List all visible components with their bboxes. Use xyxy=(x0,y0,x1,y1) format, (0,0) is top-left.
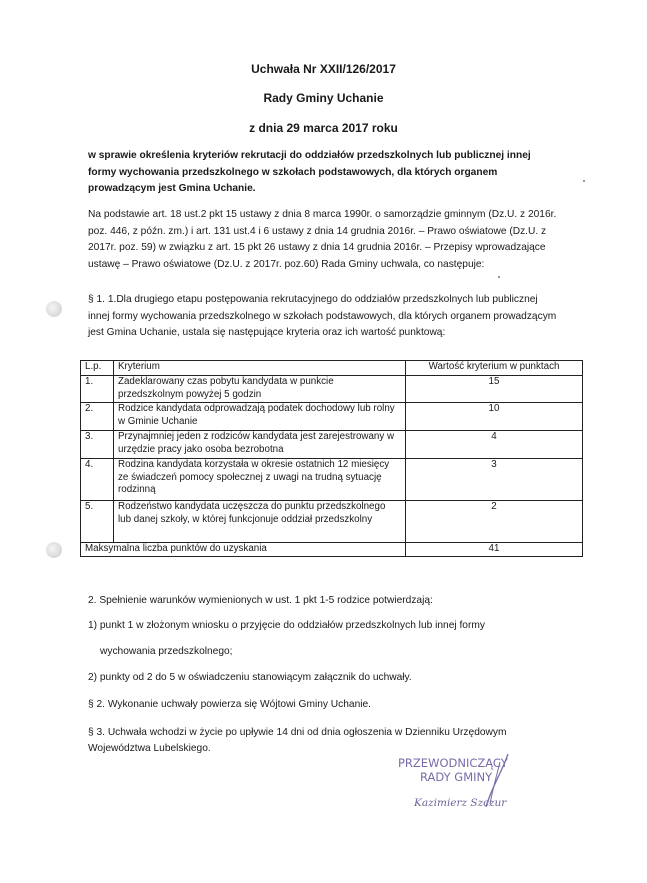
table-row xyxy=(81,403,583,431)
item-2-text: 2) punkty od 2 do 5 w oświadczeniu stanowiącym załącznik do uchwały. xyxy=(88,672,412,683)
point-2-text: 2. Spełnienie warunków wymienionych w ust. 1 pkt 1-5 rodzice potwierdzają: xyxy=(88,595,433,606)
stamp-title: PRZEWODNICZĄCY xyxy=(398,756,508,770)
row-criterion: Rodzice kandydata odprowadzają podatek dochodowy lub rolny w Gminie Uchanie xyxy=(114,403,406,431)
col-header-points: Wartość kryterium w punktach xyxy=(406,361,583,376)
table-header-row xyxy=(81,361,583,376)
section-2-text: § 2. Wykonanie uchwały powierza się Wójtowi Gminy Uchanie. xyxy=(88,699,372,710)
row-criterion: Rodzeństwo kandydata uczęszcza do punktu przedszkolnego lub danej szkoły, w której funkcjonuje oddział przedszkolny xyxy=(114,501,406,543)
col-header-criterion: Kryterium xyxy=(114,361,406,376)
resolution-subject: w sprawie określenia kryteriów rekrutacji do oddziałów przedszkolnych lub publicznej innej formy wychowania przedszkolnego w szkołach podstawowych, dla których organem prowadzącym jest Gmina Uchanie. xyxy=(88,150,531,194)
stamp-body: RADY GMINY xyxy=(420,770,493,784)
row-points: 15 xyxy=(406,376,583,403)
punch-hole-top xyxy=(46,301,62,317)
item-1-continuation: wychowania przedszkolnego; xyxy=(100,646,233,657)
total-points: 41 xyxy=(406,543,583,557)
row-number: 5. xyxy=(81,501,114,543)
section-3-text: § 3. Uchwała wchodzi w życie po upływie 14 dni od dnia ogłoszenia w Dzienniku Urzędowym Województwa Lubelskiego. xyxy=(88,727,507,754)
table-total-row xyxy=(81,543,583,557)
signature-name: Kazimierz Szczur xyxy=(414,797,507,809)
legal-basis: Na podstawie art. 18 ust.2 pkt 15 ustawy z dnia 8 marca 1990r. o samorządzie gminnym (Dz.U. z 2016r. poz. 446, z późn. zm.) i art. 131 ust.4 i 6 ustawy z dnia 14 grudnia 2016r. – Prawo oświatowe (Dz.U. z 2017r. poz. 59) w związku z art. 15 pkt 26 ustawy z dnia 14 grudnia 2016r. – Przepisy wprowadzające ustawę – Prawo oświatowe (Dz.U. z 2017r. poz.60) Rada Gminy uchwala, co następuje: xyxy=(88,209,557,270)
scan-speck xyxy=(498,276,500,278)
row-criterion: Przynajmniej jeden z rodziców kandydata jest zarejestrowany w urzędzie pracy jako osoba bezrobotna xyxy=(114,431,406,459)
item-1-text: 1) punkt 1 w złożonym wniosku o przyjęcie do oddziałów przedszkolnych lub innej formy xyxy=(88,620,485,631)
scan-speck xyxy=(583,180,585,182)
row-criterion: Zadeklarowany czas pobytu kandydata w punkcie przedszkolnym powyżej 5 godzin xyxy=(114,376,406,403)
issuing-body: Rady Gminy Uchanie xyxy=(263,91,384,105)
criteria-table xyxy=(80,360,583,557)
row-number: 3. xyxy=(81,431,114,459)
row-points: 4 xyxy=(406,431,583,459)
row-number: 4. xyxy=(81,459,114,501)
table-row xyxy=(81,459,583,501)
row-points: 2 xyxy=(406,501,583,543)
row-points: 10 xyxy=(406,403,583,431)
punch-hole-bottom xyxy=(46,542,62,558)
col-header-lp: L.p. xyxy=(81,361,114,376)
row-number: 1. xyxy=(81,376,114,403)
row-points: 3 xyxy=(406,459,583,501)
table-row xyxy=(81,376,583,403)
row-number: 2. xyxy=(81,403,114,431)
row-criterion: Rodzina kandydata korzystała w okresie ostatnich 12 miesięcy ze świadczeń pomocy społecznej z uwagi na trudną sytuację rodzinną xyxy=(114,459,406,501)
table-row xyxy=(81,431,583,459)
resolution-number: Uchwała Nr XXII/126/2017 xyxy=(251,62,396,76)
resolution-date: z dnia 29 marca 2017 roku xyxy=(249,121,398,135)
total-label: Maksymalna liczba punktów do uzyskania xyxy=(81,543,406,557)
section-1-intro: § 1. 1.Dla drugiego etapu postępowania rekrutacyjnego do oddziałów przedszkolnych lub publicznej innej formy wychowania przedszkolnego w szkołach podstawowych, dla których organem prowadzącym jest Gmina Uchanie, ustala się następujące kryteria oraz ich wartość punktową: xyxy=(88,294,557,338)
table-row xyxy=(81,501,583,543)
